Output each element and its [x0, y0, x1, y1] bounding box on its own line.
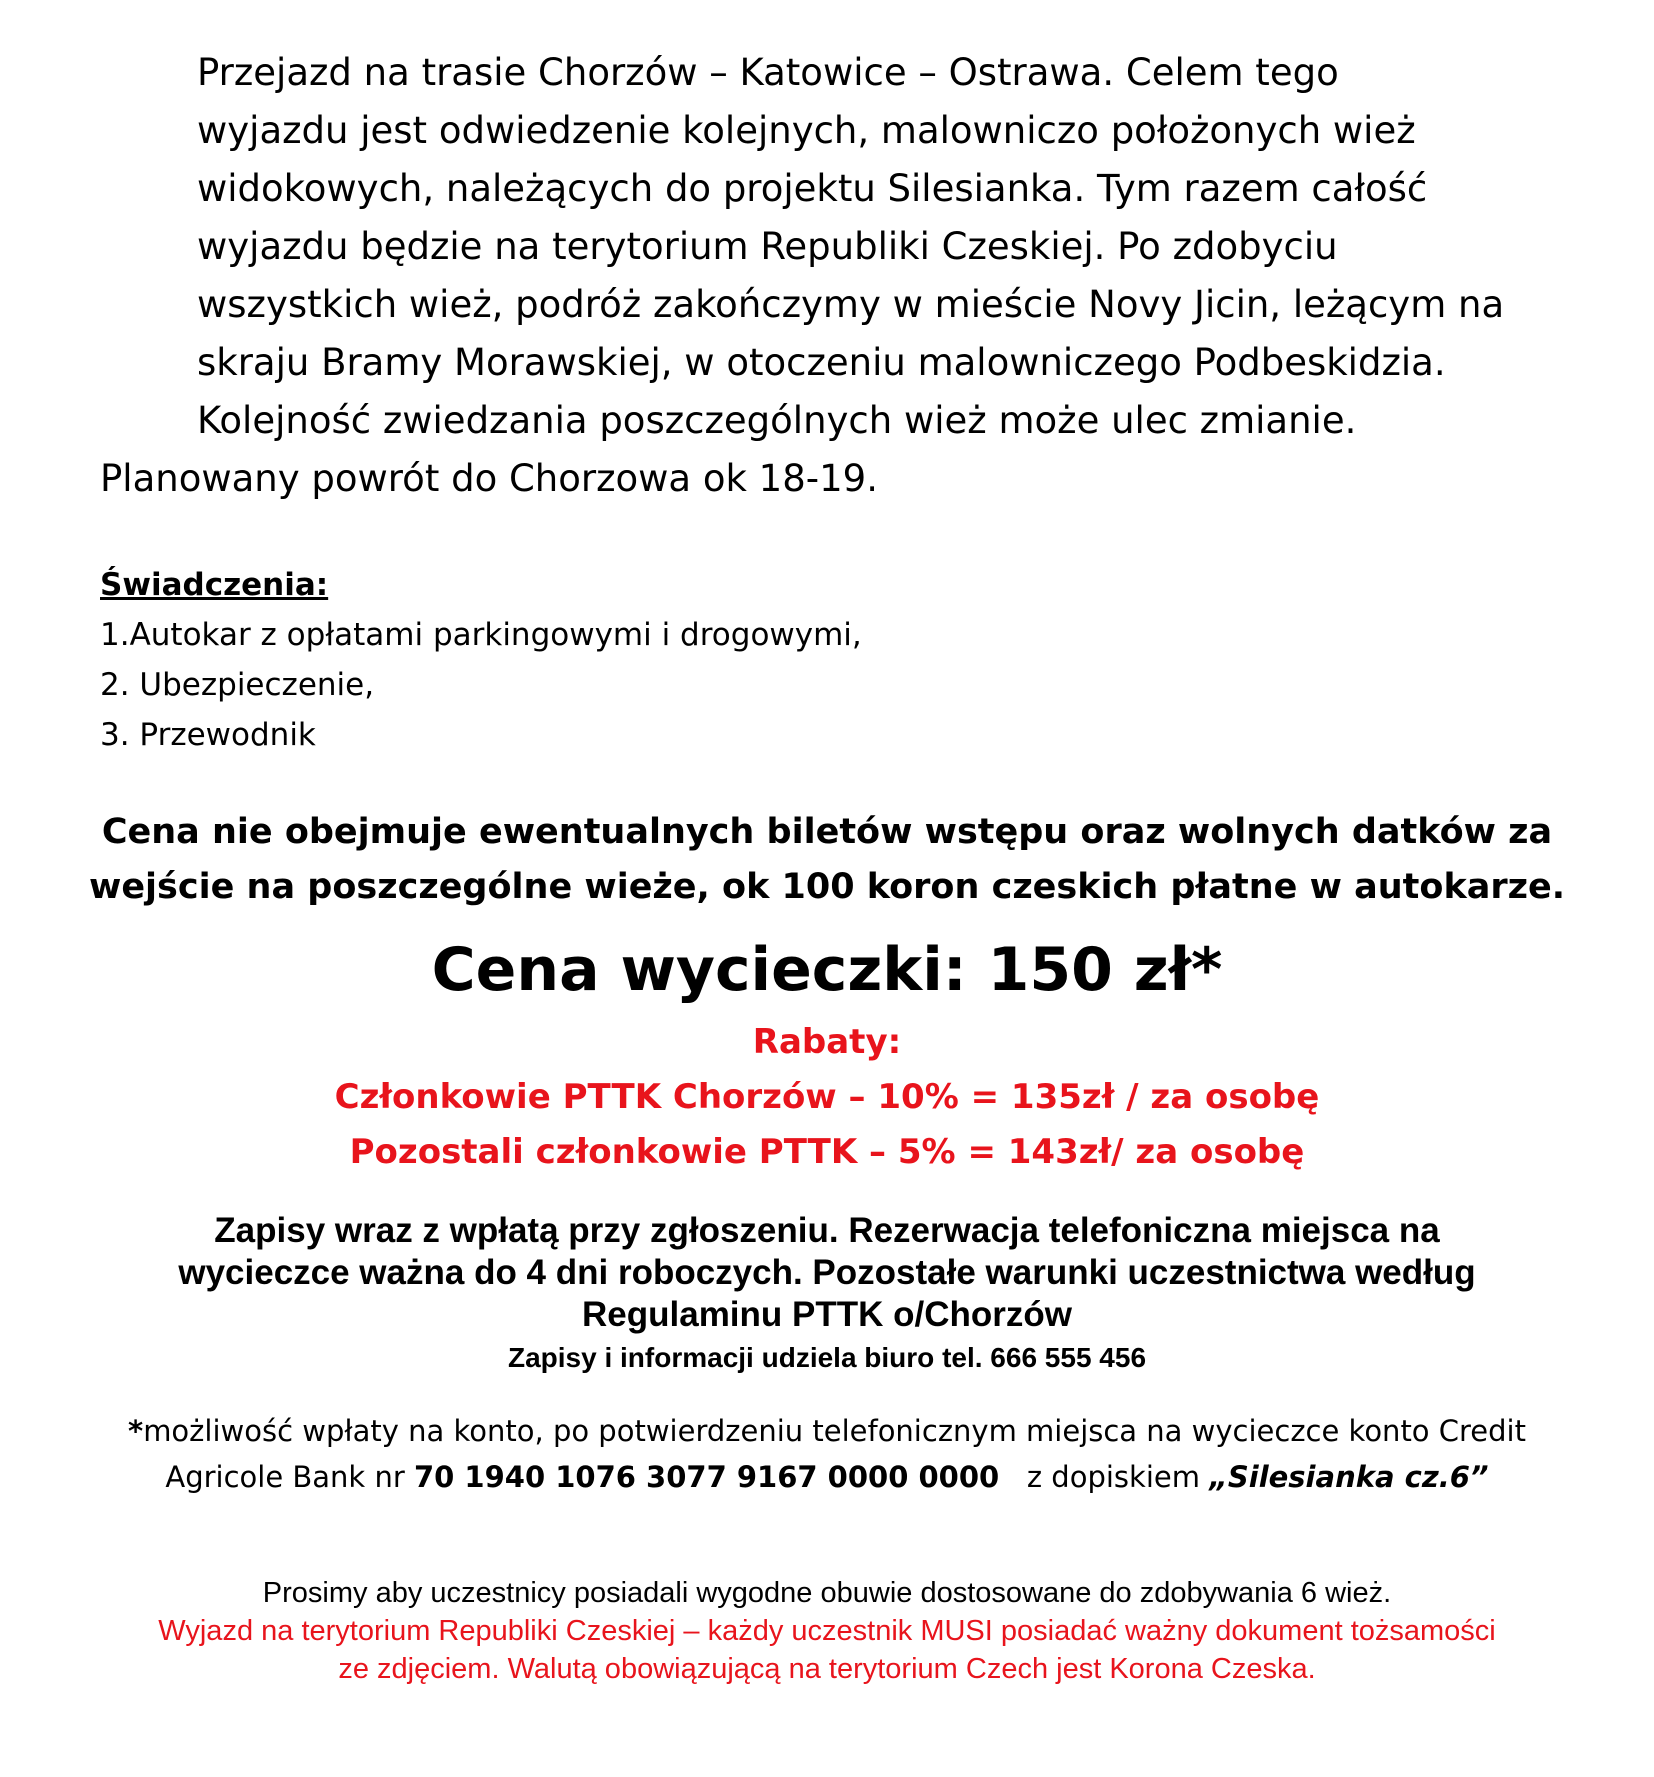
- intro-line-return: Planowany powrót do Chorzowa ok 18-19.: [100, 457, 878, 500]
- intro-line: widokowych, należących do projektu Silesianka. Tym razem całość: [197, 167, 1428, 210]
- price-note-line: Cena nie obejmuje ewentualnych biletów wstępu oraz wolnych datków za: [101, 812, 1553, 852]
- intro-line: Kolejność zwiedzania poszczególnych wież może ulec zmianie.: [197, 399, 1357, 442]
- closing-currency-note: ze zdjęciem. Walutą obowiązującą na terytorium Czech jest Korona Czeska.: [338, 1653, 1316, 1685]
- benefits-section: [100, 560, 862, 760]
- intro-line: wyjazdu jest odwiedzenie kolejnych, malowniczo położonych wież: [197, 109, 1416, 152]
- intro-line: Przejazd na trasie Chorzów – Katowice – Ostrawa. Celem tego: [197, 51, 1339, 94]
- price-exclusions-note: [0, 805, 1654, 915]
- registration-line: Zapisy wraz z wpłatą przy zgłoszeniu. Rezerwacja telefoniczna miejsca na: [214, 1211, 1440, 1250]
- trip-price: Cena wycieczki: 150 zł*: [431, 935, 1223, 1005]
- closing-notes: [0, 1574, 1654, 1688]
- price-note-line: wejście na poszczególne wieże, ok 100 koron czeskich płatne w autokarze.: [88, 867, 1565, 907]
- benefit-item: 1.Autokar z opłatami parkingowymi i drogowymi,: [100, 617, 862, 653]
- bank-account-number: 70 1940 1076 3077 9167 0000 0000: [413, 1460, 1000, 1494]
- payment-footnote: [0, 1408, 1654, 1500]
- discount-item: Członkowie PTTK Chorzów – 10% = 135zł / za osobę: [334, 1077, 1320, 1117]
- closing-shoes-note: Prosimy aby uczestnicy posiadali wygodne obuwie dostosowane do zdobywania 6 wież.: [262, 1577, 1392, 1609]
- benefits-heading: Świadczenia:: [100, 567, 329, 603]
- footnote-line-2: [0, 1454, 1654, 1500]
- benefit-item: 2. Ubezpieczenie,: [100, 667, 375, 703]
- benefit-item: 3. Przewodnik: [100, 717, 316, 753]
- intro-line: skraju Bramy Morawskiej, w otoczeniu malowniczego Podbeskidzia.: [197, 341, 1446, 384]
- footnote-memo-prefix: z dopiskiem: [999, 1460, 1210, 1494]
- closing-id-note: Wyjazd na terytorium Republiki Czeskiej – każdy uczestnik MUSI posiadać ważny dokument tożsamości: [158, 1615, 1496, 1647]
- intro-line: wyjazdu będzie na terytorium Republiki Czeskiej. Po zdobyciu: [197, 225, 1338, 268]
- footnote-line-1: [0, 1408, 1654, 1454]
- registration-line: Regulaminu PTTK o/Chorzów: [582, 1295, 1072, 1334]
- intro-line: wszystkich wież, podróż zakończymy w mieście Novy Jicin, leżącym na: [197, 283, 1505, 326]
- discounts-heading: Rabaty:: [752, 1022, 902, 1062]
- payment-memo: „Silesianka cz.6”: [1209, 1460, 1489, 1494]
- registration-info: [0, 1210, 1654, 1380]
- footnote-bank-prefix: Agricole Bank nr: [165, 1460, 414, 1494]
- trip-description: [100, 44, 1597, 508]
- footnote-text: możliwość wpłaty na konto, po potwierdzeniu telefonicznym miejsca na wycieczce konto Credit: [143, 1414, 1526, 1448]
- footnote-star: *: [128, 1414, 144, 1448]
- discounts-section: [0, 1015, 1654, 1180]
- registration-line: wycieczce ważna do 4 dni roboczych. Pozostałe warunki uczestnictwa według: [178, 1253, 1476, 1292]
- discount-item: Pozostali członkowie PTTK – 5% = 143zł/ za osobę: [349, 1132, 1305, 1172]
- registration-contact: Zapisy i informacji udziela biuro tel. 666 555 456: [507, 1342, 1147, 1373]
